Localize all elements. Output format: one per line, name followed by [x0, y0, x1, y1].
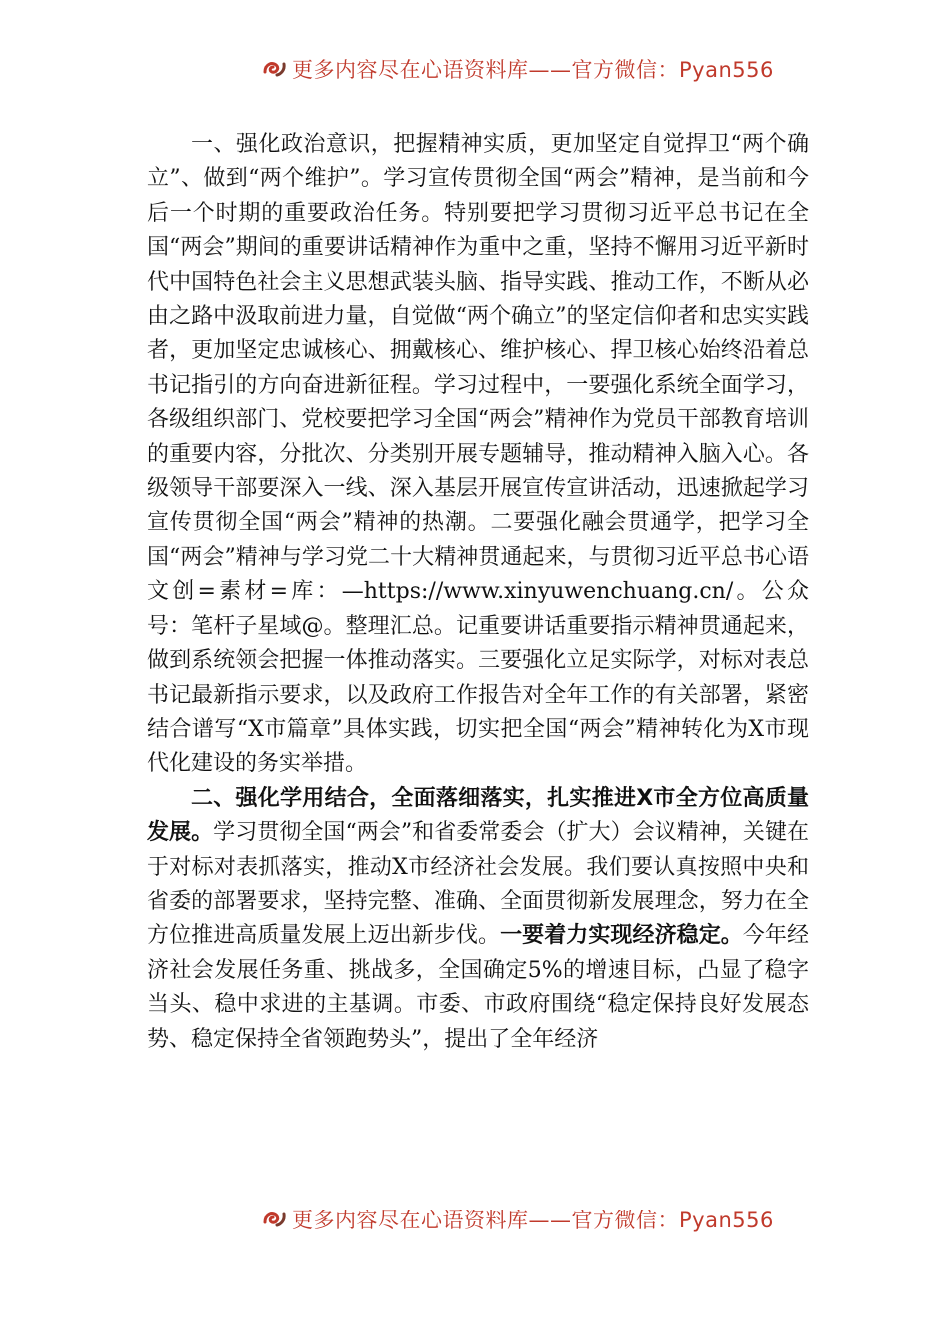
paragraph-1 — [147, 128, 809, 782]
watermark-text: 更多内容尽在心语资料库——官方微信：Pyan556 — [292, 58, 774, 82]
logo-icon — [262, 1210, 288, 1230]
paragraph-1-text: 一、强化政治意识，把握精神实质，更加坚定自觉捍卫“两个确立”、做到“两个维护”。学习宣传贯彻全国“两会”精神，是当前和今后一个时期的重要政治任务。特别要把学习贯彻习近平总书记在全国“两会”期间的重要讲话精神作为重中之重，坚持不懈用习近平新时代中国特色社会主义思想武装头脑、指导实践、推动工作，不断从必由之路中汲取前进力量，自觉做“两个确立”的坚定信仰者和忠实实践者，更加坚定忠诚核心、拥戴核心、维护核心、捍卫核心始终沿着总书记指引的方向奋进新征程。学习过程中，一要强化系统全面学习，各级组织部门、党校要把学习全国“两会”精神作为党员干部教育培训的重要内容，分批次、分类别开展专题辅导，推动精神入脑入心。各级领导干部要深入一线、深入基层开展宣传宣讲活动，迅速掀起学习宣传贯彻全国“两会”精神的热潮。二要强化融会贯通学，把学习全国“两会”精神与学习党二十大精神贯通起来，与贯彻习近平总书心语文创=素材=库：— — [147, 132, 809, 605]
watermark-text: 更多内容尽在心语资料库——官方微信：Pyan556 — [292, 1210, 774, 1232]
document-body — [147, 128, 809, 1057]
section-heading: 二、强化学用结合，全面落细落实，扎实推进X市全方位高质量发展。 — [147, 785, 809, 846]
watermark-banner-bottom — [0, 1210, 950, 1236]
paragraph-1-after: 。公众号：笔杆子星域@。整理汇总。记重要讲话重要指示精神贯通起来，做到系统领会把握一体推动落实。三要强化立足实际学，对标对表总书记最新指示要求，以及政府工作报告对全年工作的有关部署，紧密结合谱写“X市篇章”具体实践，切实把全国“两会”精神转化为X市现代化建设的务实举措。 — [147, 579, 809, 777]
paragraph-2-body-1: 学习贯彻全国“两会”和省委常委会（扩大）会议精神，关键在于对标对表抓落实，推动X市经济社会发展。我们要认真按照中央和省委的部署要求，坚持完整、准确、全面贯彻新发展理念，努力在全方位推进高质量发展上迈出新步伐。 — [147, 820, 809, 949]
sub-heading: 一要着力实现经济稳定。 — [500, 923, 743, 949]
paragraph-2-body-2: 今年经济社会发展任务重、挑战多，全国确定5%的增速目标，凸显了稳字当头、稳中求进的主基调。市委、市政府围绕“稳定保持良好发展态势、稳定保持全省领跑势头”，提出了全年经济 — [147, 923, 809, 1052]
logo-icon — [262, 58, 288, 80]
website-link[interactable]: https://www.xinyuwenchuang.cn/ — [363, 579, 734, 605]
paragraph-2 — [147, 782, 809, 1057]
watermark-banner-top — [0, 58, 950, 84]
